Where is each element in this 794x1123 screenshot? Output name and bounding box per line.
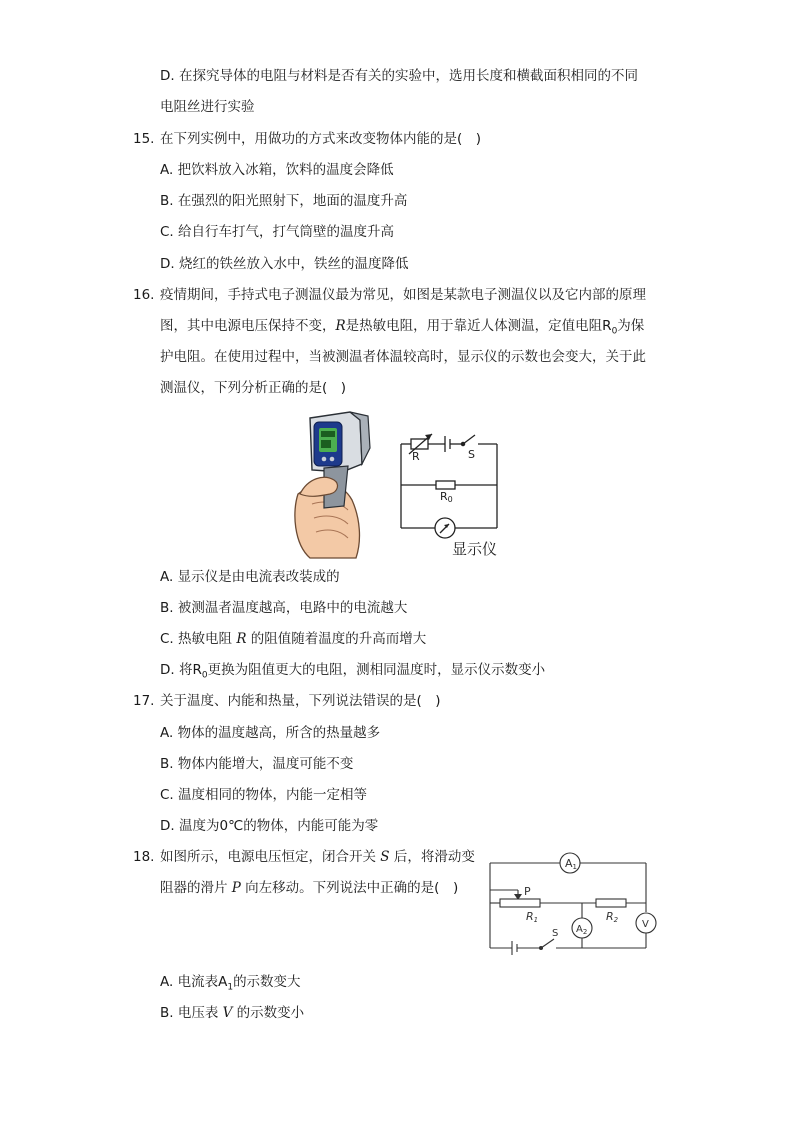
q16-option-a: A. 显示仪是由电流表改装成的 [160,569,340,585]
q16-option-d: D. 将$R_0$更换为阻值更大的电阻，测相同温度时，显示仪示数变小 [160,662,546,681]
q16-stem-line3: 护电阻。在使用过程中，当被测温者体温较高时，显示仪的示数也会变大，关于此 [160,349,646,365]
q18-stem-line2: 阻器的滑片 P 向左移动。下列说法中正确的是( ) [160,880,459,896]
resistor-r0 [436,481,455,489]
rheostat-r1 [500,899,540,907]
fig-label-display: 显示仪 [452,540,498,558]
fig-label-r0: R0 [440,490,453,504]
q16-option-b: B. 被测温者温度越高，电路中的电流越大 [160,600,408,616]
q15-option-a: A. 把饮料放入冰箱，饮料的温度会降低 [160,162,394,178]
q16-figure [290,408,512,566]
label-p: P [524,885,531,898]
q18-option-a: A. 电流表$A_1$的示数变大 [160,974,301,993]
q14-option-d-line1: D. 在探究导体的电阻与材料是否有关的实验中，选用长度和横截面积相同的不同 [160,68,638,84]
q17-stem: 关于温度、内能和热量，下列说法错误的是( ) [160,693,441,709]
resistor-r2 [596,899,626,907]
q16-stem-line4: 测温仪，下列分析正确的是( ) [160,380,347,396]
q17-option-a: A. 物体的温度越高，所含的热量越多 [160,725,381,741]
q17-option-d: D. 温度为0℃的物体，内能可能为零 [160,818,379,834]
label-r1: R1 [526,910,539,924]
q18-number: 18. [133,849,155,865]
thermometer-gun-illustration [295,412,370,558]
q16-stem-line2: 图，其中电源电压保持不变，R是热敏电阻，用于靠近人体测温，定值电阻$R_0$为保 [160,318,645,337]
fig-label-s: S [468,448,475,461]
q14-option-d-line2: 电阻丝进行实验 [160,99,255,115]
q15-number: 15. [133,131,155,147]
q16-stem-line1: 疫情期间，手持式电子测温仪最为常见，如图是某款电子测温仪以及它内部的原理 [160,287,646,303]
q17-option-b: B. 物体内能增大，温度可能不变 [160,756,354,772]
label-r2: R2 [606,910,619,924]
label-s: S [552,928,559,939]
q18-option-b: B. 电压表 V 的示数变小 [160,1005,305,1021]
q15-option-c: C. 给自行车打气，打气筒壁的温度升高 [160,224,395,240]
label-v: V [642,919,649,930]
q17-option-c: C. 温度相同的物体，内能一定相等 [160,787,368,803]
q18-stem-line1: 如图所示，电源电压恒定，闭合开关 S 后，将滑动变 [160,849,475,865]
q16-number: 16. [133,287,155,303]
q15-stem: 在下列实例中，用做功的方式来改变物体内能的是( ) [160,131,482,147]
q16-option-c: C. 热敏电阻 R 的阻值随着温度的升高而增大 [160,631,427,647]
label-a1: A1 [565,857,577,871]
q18-circuit-figure [486,850,662,960]
label-a2: $A_2$ [576,924,588,936]
fig-label-r: R [412,450,420,463]
q15-option-b: B. 在强烈的阳光照射下，地面的温度升高 [160,193,408,209]
q15-option-d: D. 烧红的铁丝放入水中，铁丝的温度降低 [160,256,409,272]
q17-number: 17. [133,693,155,709]
